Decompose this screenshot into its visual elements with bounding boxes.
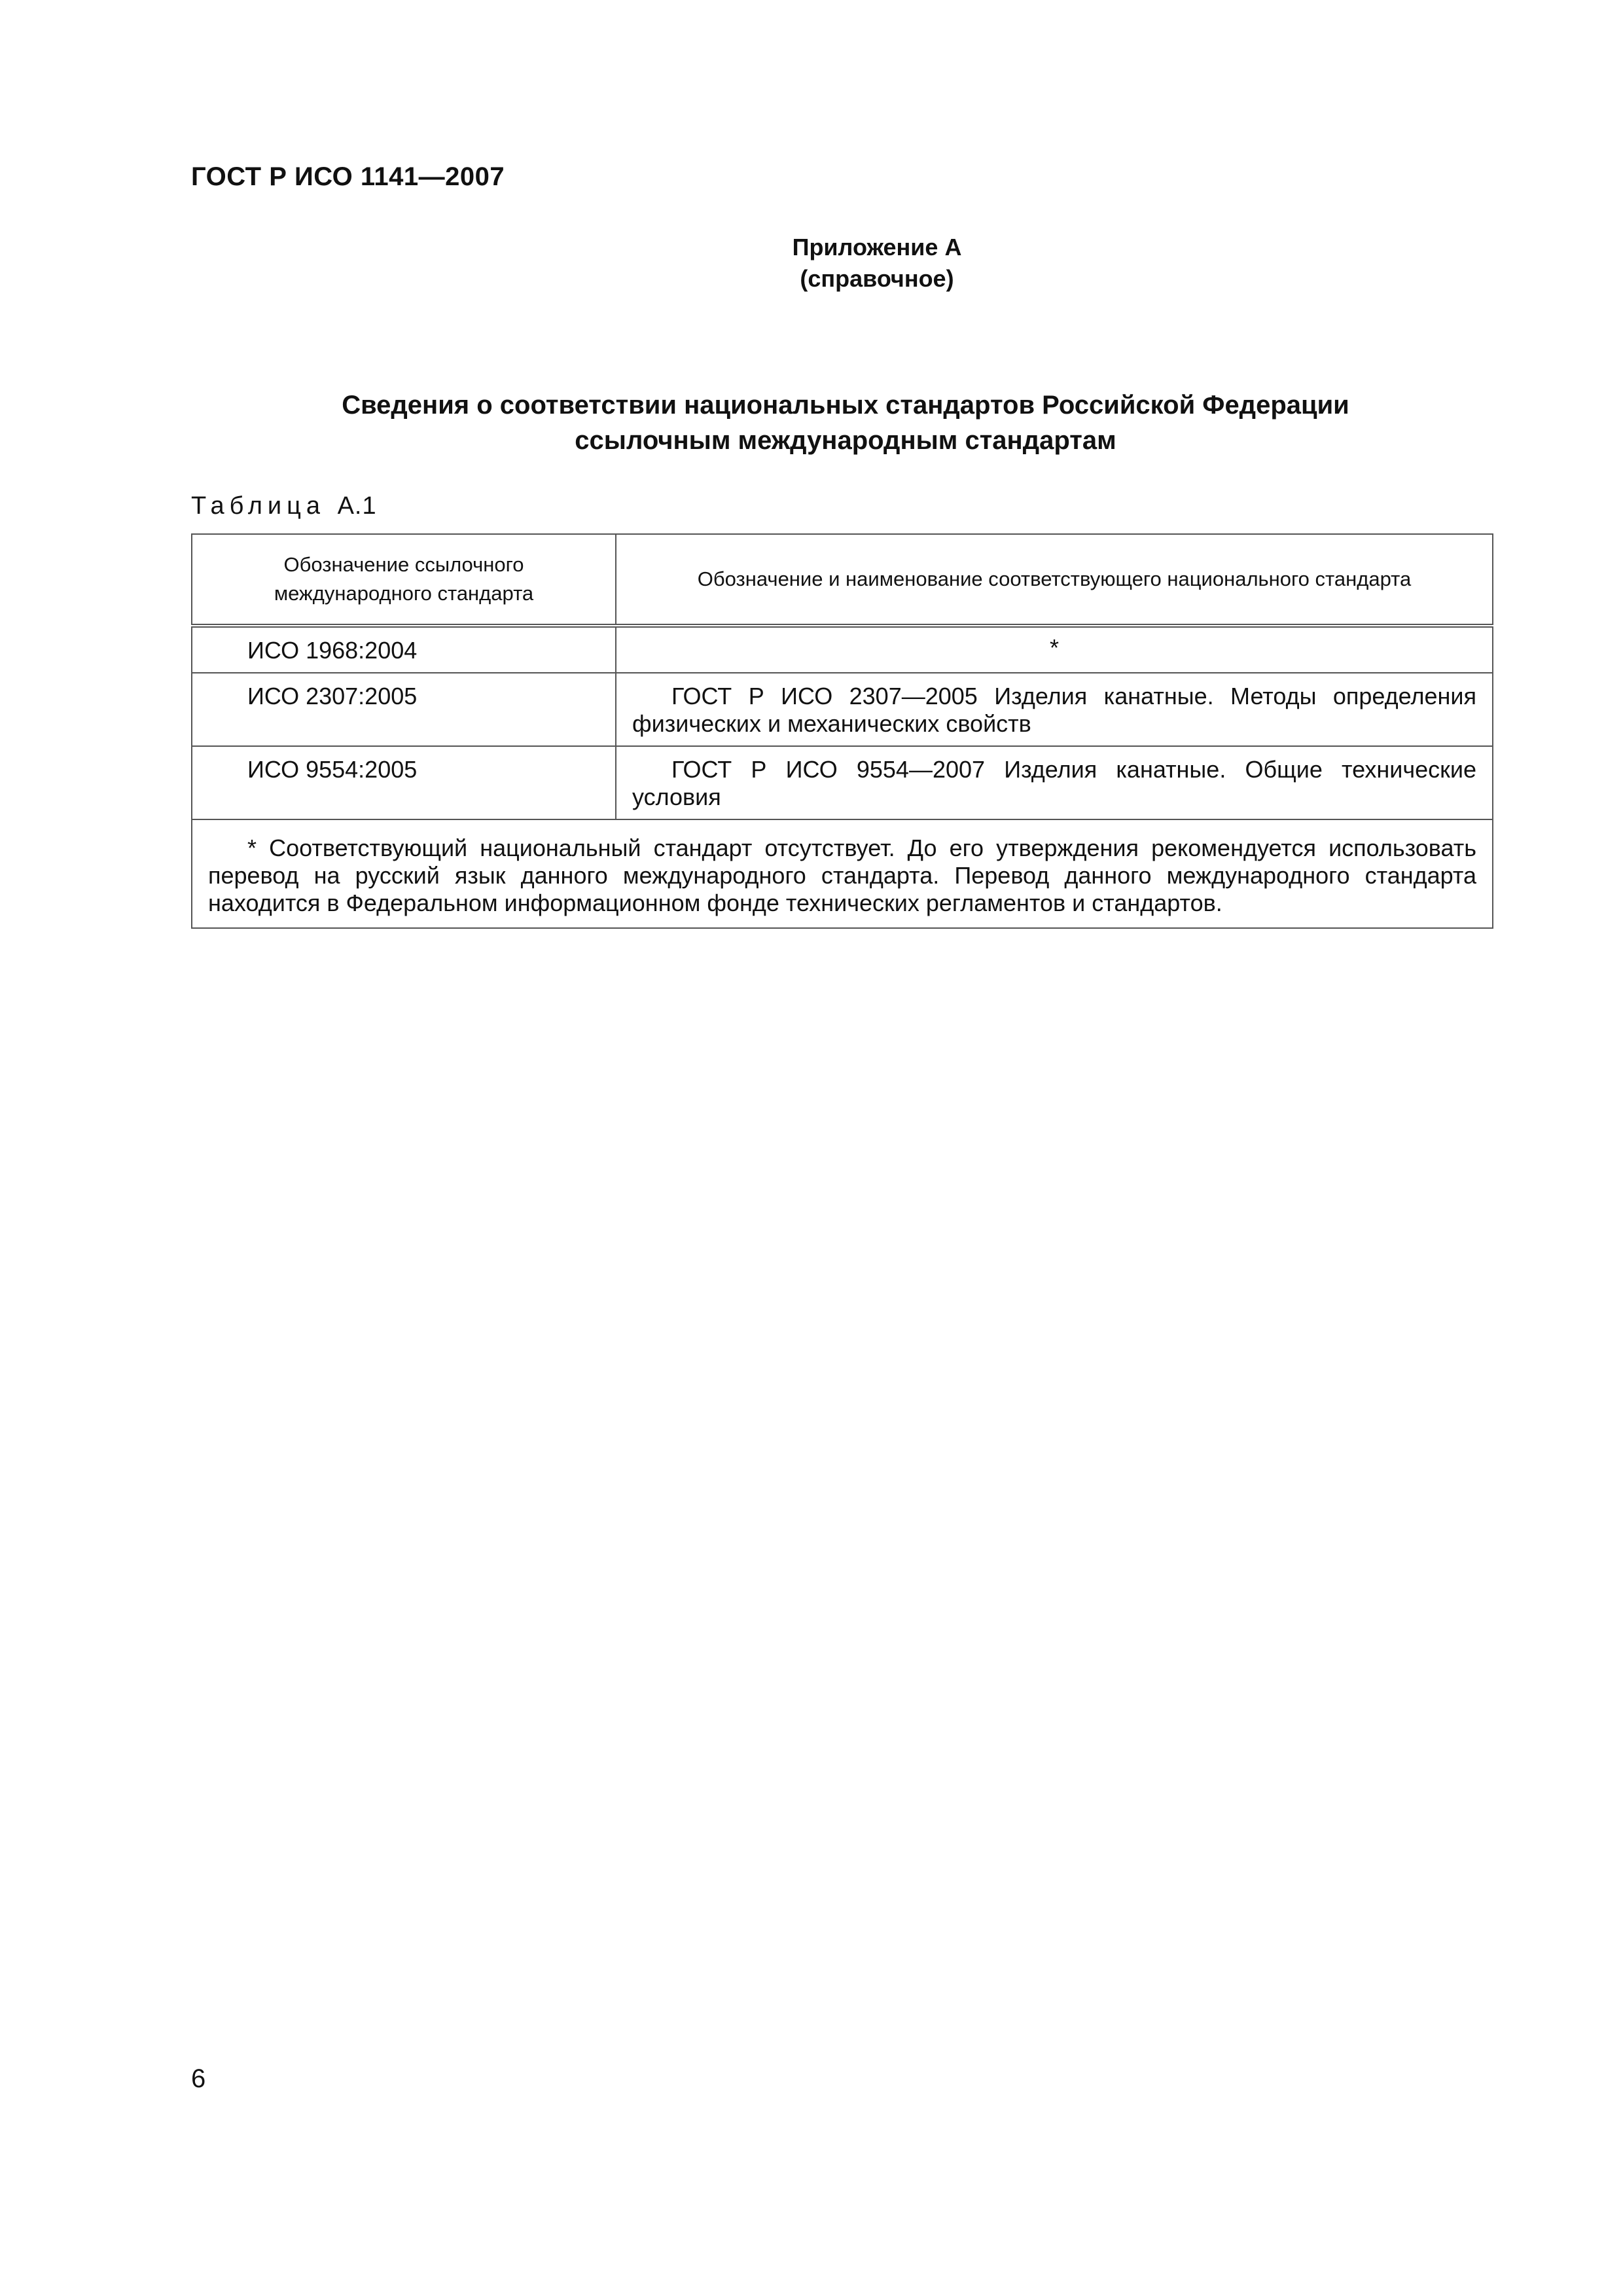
page-title	[191, 387, 1500, 458]
national-standard-cell: ГОСТ Р ИСО 9554—2007 Изделия канатные. Общие технические условия	[616, 746, 1493, 819]
column-header-national: Обозначение и наименование соответствующего национального стандарта	[616, 534, 1493, 626]
table-footnote: * Соответствующий национальный стандарт отсутствует. До его утверждения рекомендуется использовать перевод на русский язык данного международного стандарта. Перевод данного международного стандарта находится в Федеральном информационном фонде технических регламентов и стандартов.	[192, 819, 1493, 928]
document-code: ГОСТ Р ИСО 1141—2007	[191, 162, 505, 191]
table-caption-number: А.1	[337, 492, 377, 520]
column-header-international: Обозначение ссылочного международного стандарта	[192, 534, 616, 626]
intl-standard-cell: ИСО 1968:2004	[192, 626, 616, 673]
national-standard-cell: *	[616, 626, 1493, 673]
table-footnote-row	[192, 819, 1493, 928]
annex-heading	[681, 232, 1073, 295]
page-number: 6	[191, 2064, 206, 2093]
table-header-row	[192, 534, 1493, 626]
table-row	[192, 673, 1493, 746]
page-title-line-1: Сведения о соответствии национальных стандартов Российской Федерации	[342, 391, 1349, 420]
intl-standard-cell: ИСО 9554:2005	[192, 746, 616, 819]
table-caption-word: Таблица	[191, 492, 325, 520]
table-row	[192, 746, 1493, 819]
table-caption	[191, 492, 377, 520]
page-title-line-2: ссылочным международным стандартам	[575, 426, 1116, 455]
annex-title: Приложение А	[792, 234, 962, 260]
table-row	[192, 626, 1493, 673]
national-standard-cell: ГОСТ Р ИСО 2307—2005 Изделия канатные. Методы определения физических и механических свойств	[616, 673, 1493, 746]
intl-standard-cell: ИСО 2307:2005	[192, 673, 616, 746]
standards-table	[191, 533, 1493, 929]
annex-type: (справочное)	[800, 265, 954, 292]
